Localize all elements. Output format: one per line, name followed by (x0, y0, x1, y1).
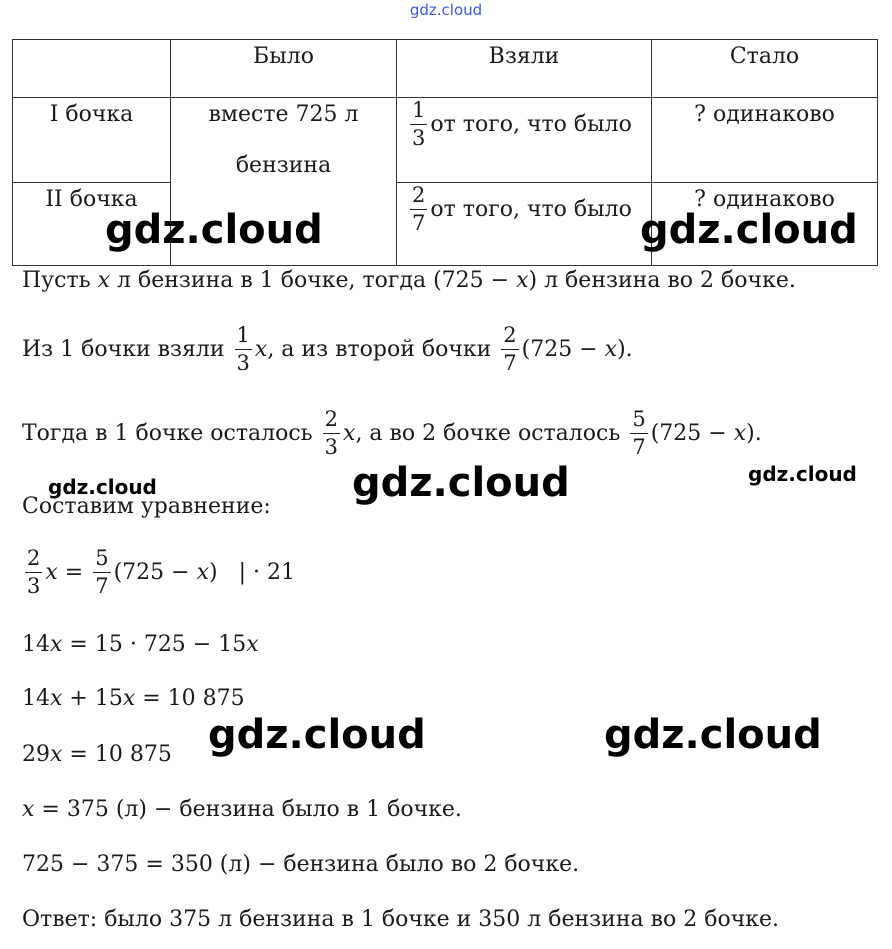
equation-result-2: 725 − 375 = 350 (л) − бензина было во 2 бочке. (22, 852, 580, 877)
header-became: Стало (652, 40, 878, 98)
row2-label: II бочка (13, 183, 171, 266)
fraction: $\frac{2}{7}$ (412, 183, 426, 235)
solution-line-1: Пусть x л бензина в 1 бочке, тогда (725 − x ) л бензина во 2 бочке. (22, 268, 796, 293)
equation-main: $\frac{2}{3}$ x = $\frac{5}{7}$ (725 − x ) | · 21 (27, 546, 295, 598)
table-header-row (13, 40, 878, 98)
solution-line-2: Из 1 бочки взяли $\frac{1}{3}$ x , а из второй бочки $\frac{2}{7}$ (725 − x ). (22, 323, 633, 375)
row1-label: I бочка (13, 98, 171, 183)
header-took: Взяли (397, 40, 652, 98)
header-empty (13, 40, 171, 98)
watermark-top: gdz.cloud (409, 1, 483, 19)
row1-took: $\frac{1}{3}$ от того, что было (397, 98, 652, 183)
fraction: $\frac{2}{3}$ (324, 407, 339, 459)
had-together: вместе 725 л бензина (171, 98, 397, 266)
answer-line: Ответ: было 375 л бензина в 1 бочке и 350 л бензина во 2 бочке. (22, 907, 780, 932)
equation-step-3: 29 x = 10 875 (22, 742, 172, 767)
watermark: gdz.cloud (352, 460, 570, 506)
watermark: gdz.cloud (640, 207, 858, 253)
watermark: gdz.cloud (105, 207, 323, 253)
fraction: $\frac{1}{3}$ (412, 98, 426, 150)
fraction: $\frac{2}{3}$ (27, 546, 41, 598)
row1-became: ? одинаково (652, 98, 878, 183)
solution-line-3: Тогда в 1 бочке осталось $\frac{2}{3}$ x , а во 2 бочке осталось $\frac{5}{7}$ (725 − x ). (22, 407, 762, 459)
equation-step-1: 14 x = 15 · 725 − 15 x (22, 632, 259, 657)
equation-step-2: 14 x + 15 x = 10 875 (22, 686, 245, 711)
solution-line-4: Составим уравнение: (22, 494, 271, 519)
equation-result-1: x = 375 (л) − бензина было в 1 бочке. (22, 797, 462, 822)
fraction: $\frac{1}{3}$ (236, 323, 250, 375)
fraction: $\frac{5}{7}$ (95, 546, 109, 598)
watermark-small: gdz.cloud (48, 475, 157, 499)
row2-took: $\frac{2}{7}$ от того, что было (397, 183, 652, 266)
table-row-barrel-1 (13, 98, 878, 183)
watermark: gdz.cloud (604, 712, 822, 758)
fraction: $\frac{2}{7}$ (503, 323, 517, 375)
header-had: Было (171, 40, 397, 98)
watermark-small: gdz.cloud (748, 462, 857, 486)
row2-became: ? одинаково (652, 183, 878, 266)
watermark: gdz.cloud (208, 712, 426, 758)
fraction: $\frac{5}{7}$ (632, 407, 646, 459)
